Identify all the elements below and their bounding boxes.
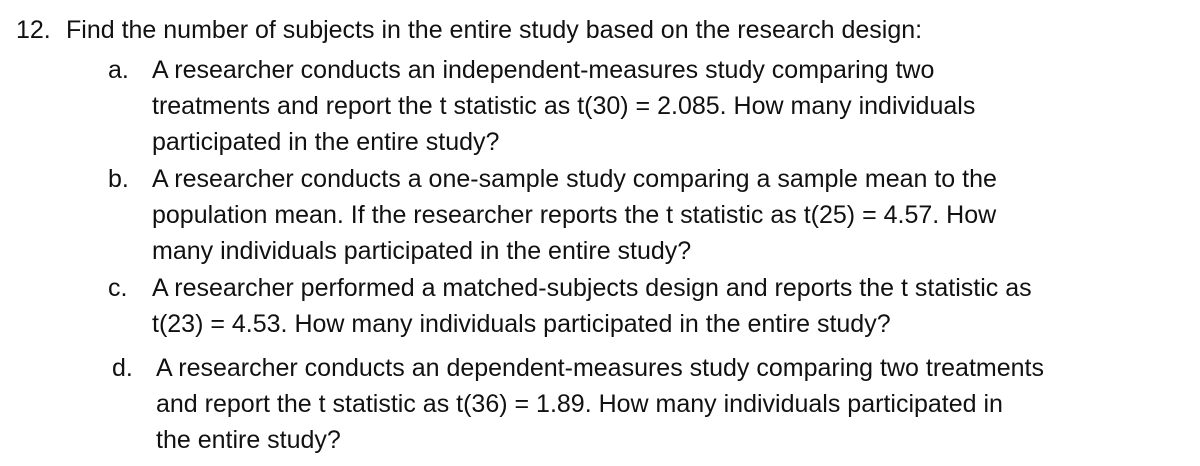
item-text bbox=[152, 52, 975, 160]
question-number: 12. bbox=[16, 16, 51, 44]
item-text-line: A researcher conducts an independent-measures study comparing two bbox=[152, 56, 935, 84]
item-text-line: population mean. If the researcher reports the t statistic as t(25) = 4.57. How bbox=[152, 201, 997, 229]
item-text-line: and report the t statistic as t(36) = 1.89. How many individuals participated in bbox=[156, 390, 1003, 418]
item-text-line: many individuals participated in the entire study? bbox=[152, 237, 692, 265]
item-text-line: participated in the entire study? bbox=[152, 128, 500, 156]
item-text bbox=[156, 350, 1044, 458]
item-text bbox=[152, 161, 997, 269]
item-text-line: A researcher conducts a one-sample study comparing a sample mean to the bbox=[152, 165, 997, 193]
item-text-line: treatments and report the t statistic as t(30) = 2.085. How many individuals bbox=[152, 92, 976, 120]
question-heading bbox=[16, 12, 922, 48]
item-label: b. bbox=[108, 165, 129, 193]
item-label: a. bbox=[108, 56, 129, 84]
item-text-line: A researcher performed a matched-subjects design and reports the t statistic as bbox=[152, 274, 1032, 302]
question-prompt: Find the number of subjects in the entire study based on the research design: bbox=[66, 16, 923, 44]
item-text-line: t(23) = 4.53. How many individuals participated in the entire study? bbox=[152, 310, 891, 338]
item-text bbox=[152, 270, 1032, 342]
item-label: d. bbox=[112, 354, 133, 382]
item-text-line: the entire study? bbox=[156, 426, 341, 454]
item-text-line: A researcher conducts an dependent-measures study comparing two treatments bbox=[156, 354, 1044, 382]
item-label: c. bbox=[108, 274, 128, 302]
